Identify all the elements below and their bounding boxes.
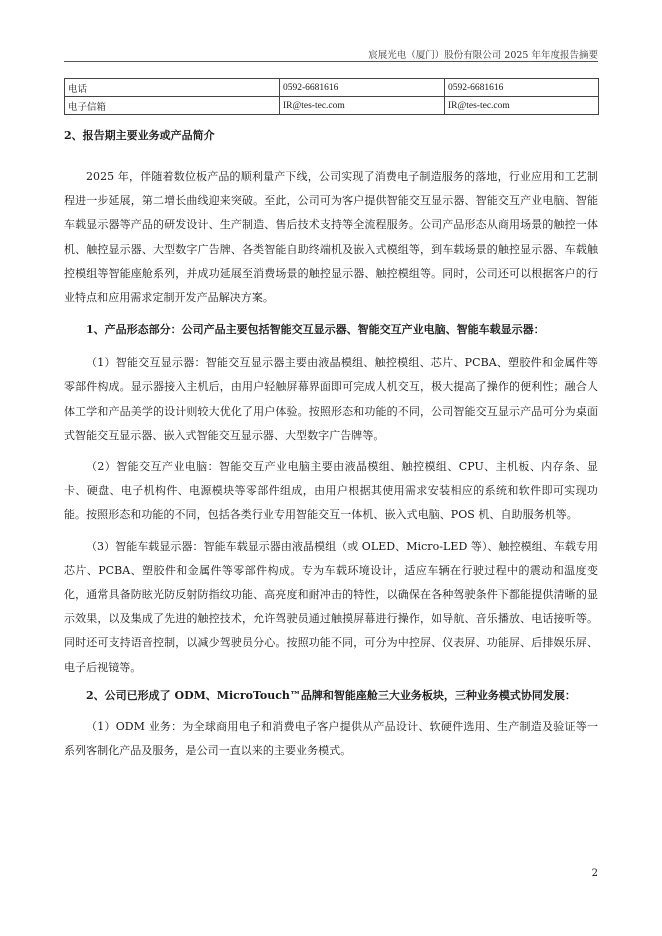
main-content: [64, 128, 598, 763]
vehicle-display-paragraph: （3）智能车载显示器：智能车载显示器由液晶模组（或 OLED、Micro-LED 等）、触控模组、车载专用芯片、PCBA、塑胶件和金属件等零部件构成。专为车载环境设计，适应车辆在行驶过程中的震动和温度变化，通常具备防眩光防反射防指纹功能、高亮度和耐冲击的特性，以确保在各种驾驶条件下都能提供清晰的显示效果，以及集成了先进的触控技术，允许驾驶员通过触摸屏幕进行操作，如导航、音乐播放、电话接听等。同时还可支持语音控制，以减少驾驶员分心。按照功能不同，可分为中控屏、仪表屏、功能屏、后排娱乐屏、电子后视镜等。: [64, 539, 599, 674]
email-value-cell: IR@tes-tec.com: [280, 97, 445, 115]
intro-paragraph: 2025 年，伴随着数位板产品的顺利量产下线，公司实现了消费电子制造服务的落地，行业应用和工艺制程进一步延展，第二增长曲线迎来突破。至此，公司可为客户提供智能交互显示器、智能交互产业电脑、智能车载显示器等产品的研发设计、生产制造、售后技术支持等全流程服务。公司产品形态从商用场景的触控一体机、触控显示器、大型数字广告牌、各类智能自助终端机及嵌入式模组等，到车载场景的触控显示器、车载触控模组等智能座舱系列，并成功延展至消费场景的触控显示器、触控模组等。同时，公司还可以根据客户的行业特点和应用需求定制开发产品解决方案。: [64, 170, 598, 305]
phone-value-cell: 0592-6681616: [280, 79, 445, 97]
business-segments-heading: 2、公司已形成了 ODM、MicroTouch™品牌和智能座舱三大业务板块，三种业务模式协同发展：: [86, 688, 576, 702]
contact-table: [64, 78, 599, 115]
table-row: [65, 79, 599, 97]
table-row: [65, 97, 599, 115]
phone-value-cell: 0592-6681616: [445, 79, 599, 97]
email-value-cell: IR@tes-tec.com: [445, 97, 599, 115]
page-number: 2: [591, 868, 598, 879]
section-heading: 2、报告期主要业务或产品简介: [64, 129, 215, 142]
email-label-cell: 电子信箱: [65, 97, 280, 115]
phone-label-cell: 电话: [65, 79, 280, 97]
interactive-display-paragraph: （1）智能交互显示器：智能交互显示器主要由液晶模组、触控模组、芯片、PCBA、塑胶件和金属件等零部件构成。显示器接入主机后，由用户轻触屏幕界面即可完成人机交互，极大提高了操作的便利性；融合人体工学和产品美学的设计则较大优化了用户体验。按照形态和功能的不同，公司智能交互显示产品可分为桌面式智能交互显示器、嵌入式智能交互显示器、大型数字广告牌等。: [64, 356, 598, 442]
industrial-pc-paragraph: （2）智能交互产业电脑：智能交互产业电脑主要由液晶模组、触控模组、CPU、主机板、内存条、显卡、硬盘、电子机构件、电源模块等零部件组成，由用户根据其使用需求安装相应的系统和软件即可实现功能。按照形态和功能的不同，包括各类行业专用智能交互一体机、嵌入式电脑、POS 机、自助服务机等。: [64, 460, 598, 522]
odm-business-paragraph: （1）ODM 业务：为全球商用电子和消费电子客户提供从产品设计、软硬件选用、生产制造及验证等一系列客制化产品及服务，是公司一直以来的主要业务模式。: [64, 719, 598, 758]
header-divider: [64, 61, 598, 62]
product-form-heading: 1、产品形态部分：公司产品主要包括智能交互显示器、智能交互产业电脑、智能车载显示器：: [86, 323, 545, 337]
page-header-title: 宸展光电（厦门）股份有限公司 2025 年年度报告摘要: [368, 50, 598, 61]
